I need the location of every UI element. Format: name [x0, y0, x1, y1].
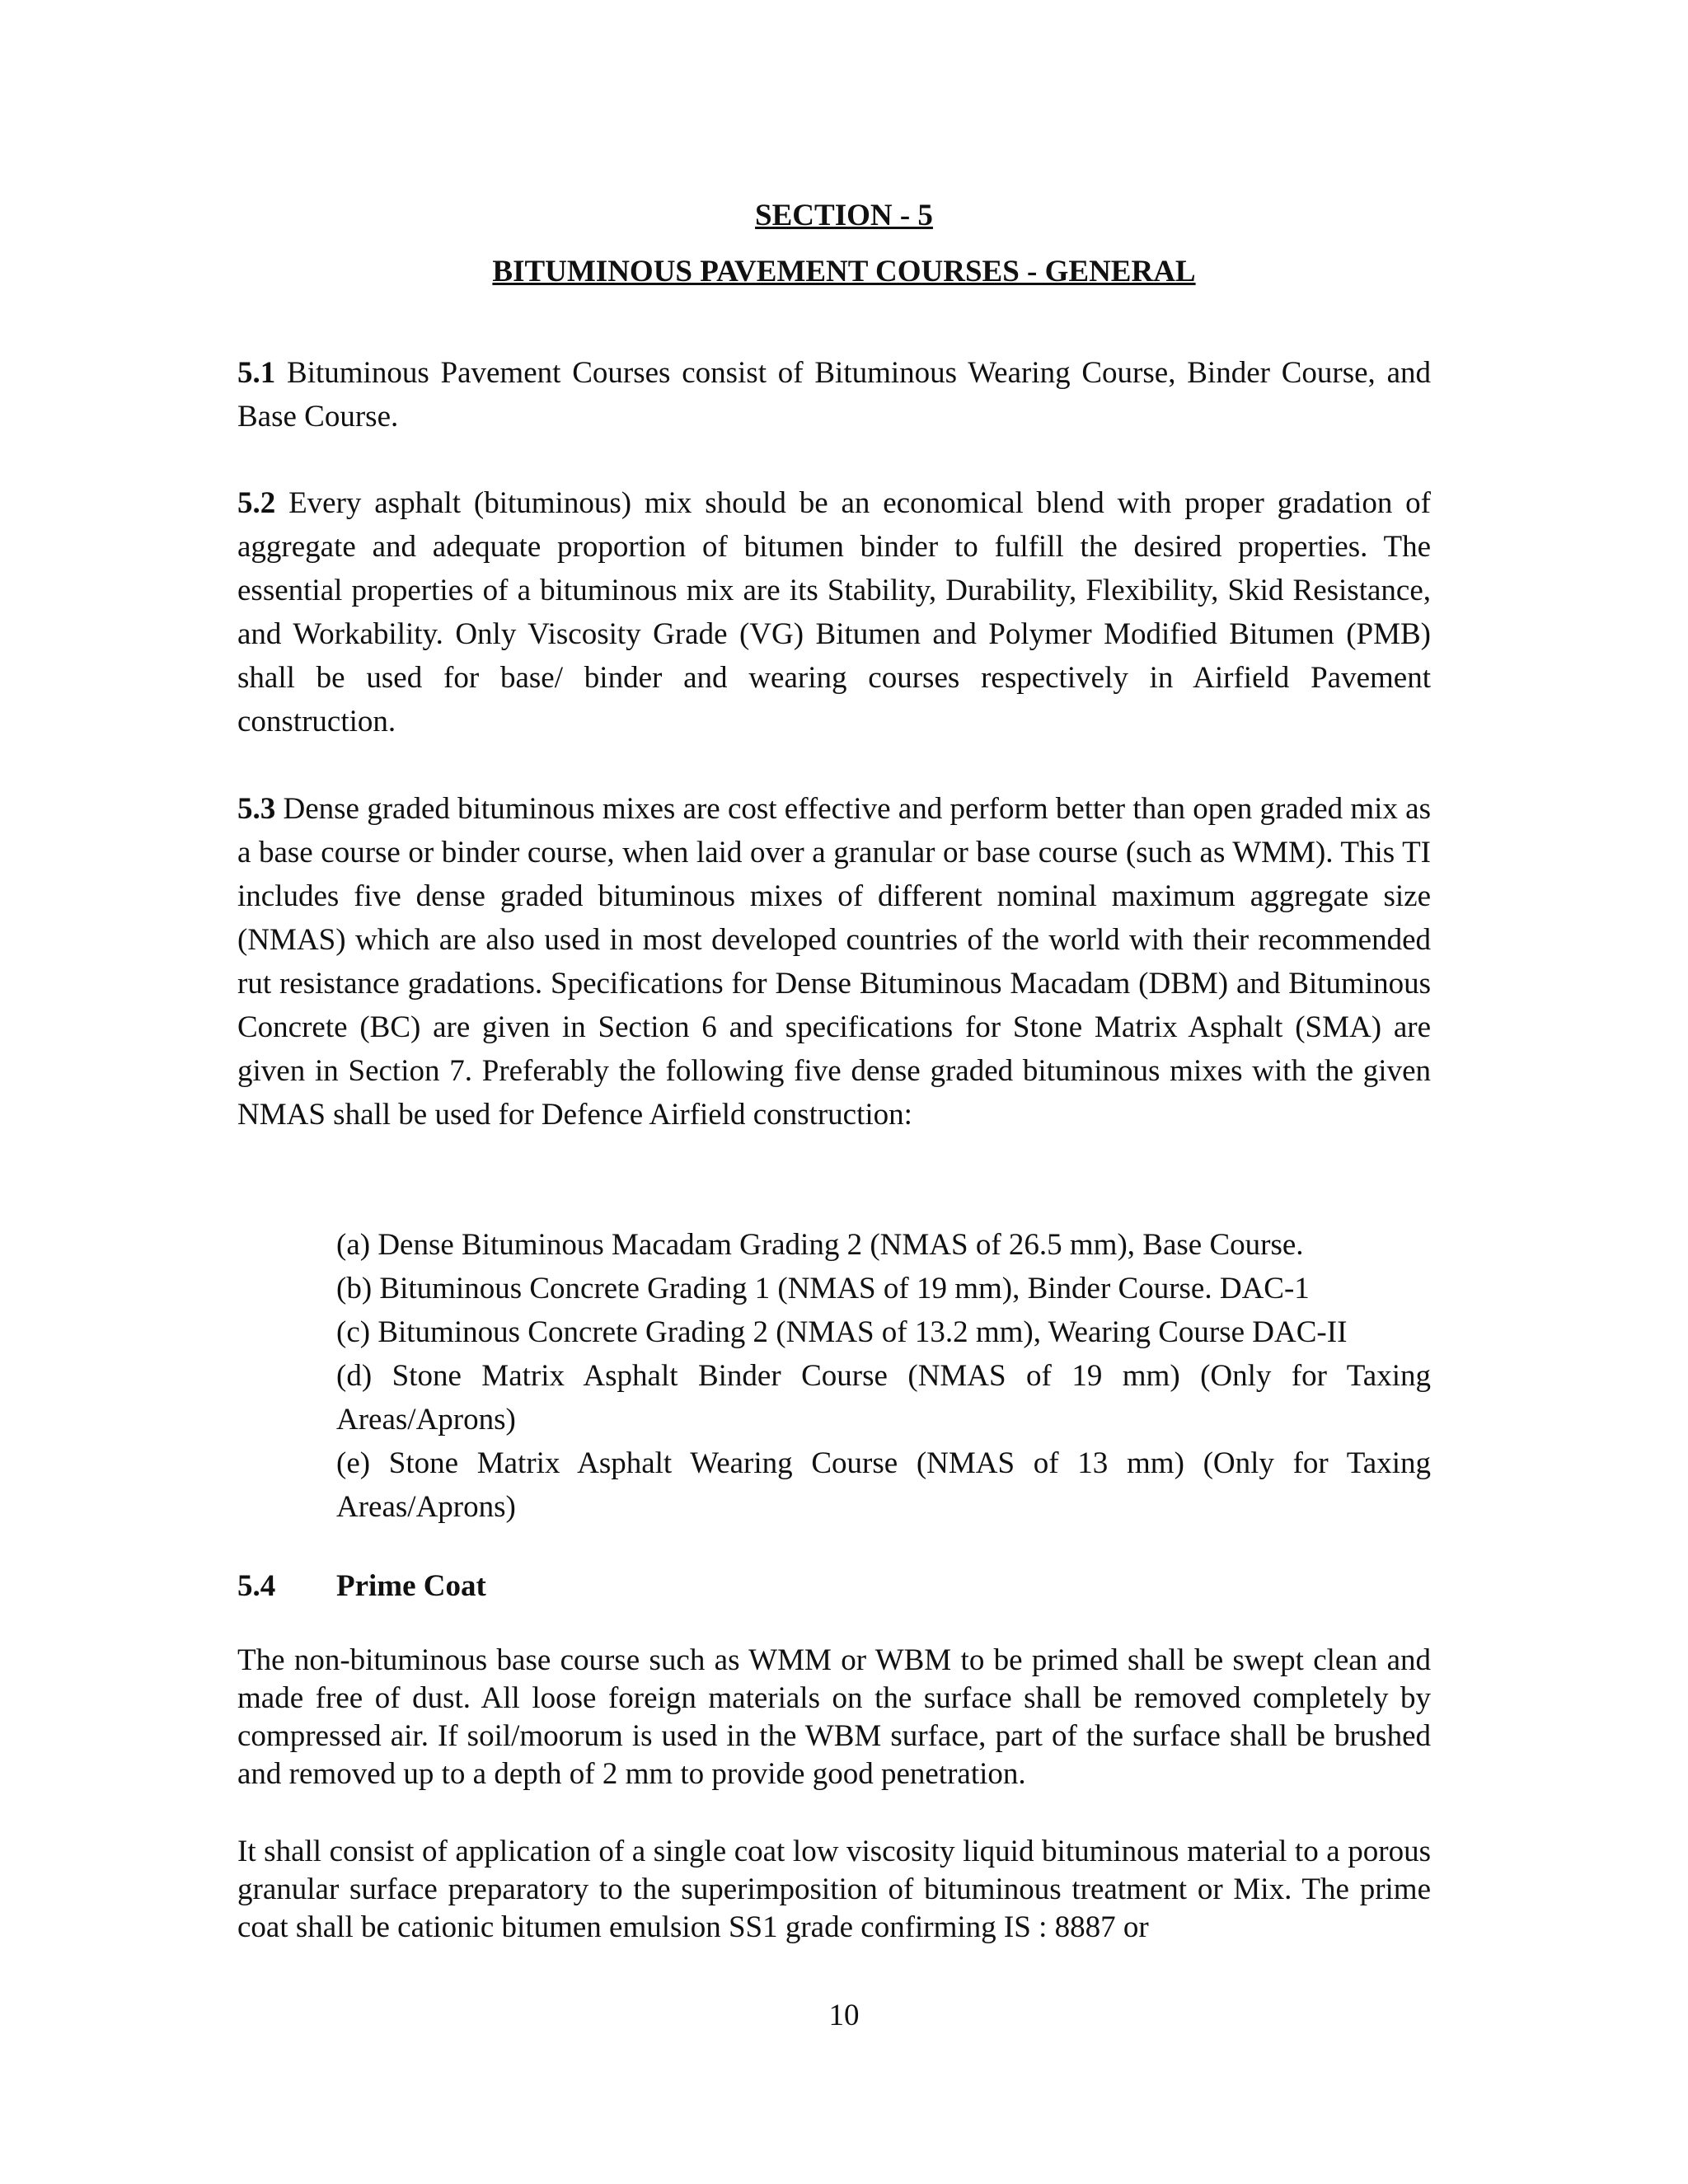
list-item: (e) Stone Matrix Asphalt Wearing Course (NMAS of 13 mm) (Only for Taxing Areas/Aprons)	[336, 1446, 1431, 1524]
list-item: (c) Bituminous Concrete Grading 2 (NMAS of 13.2 mm), Wearing Course DAC-II	[336, 1315, 1348, 1349]
mix-list	[336, 1223, 1431, 1529]
section-subtitle: BITUMINOUS PAVEMENT COURSES - GENERAL	[492, 255, 1196, 288]
paragraph-5-3	[237, 787, 1431, 1137]
paragraph-number: 5.1	[237, 356, 276, 390]
section-title: SECTION - 5	[755, 199, 933, 232]
paragraph-text: Dense graded bituminous mixes are cost effective and perform better than open graded mix as a base course or binder course, when laid over a granular or base course (such as WMM). This TI includes five dense graded bituminous mixes of different nominal maximum aggregate size (NMAS) which are also used in most developed countries of the world with their recommended rut resistance gradations. Specifications for Dense Bituminous Macadam (DBM) and Bituminous Concrete (BC) are given in Section 6 and specifications for Stone Matrix Asphalt (SMA) are given in Section 7. Preferably the following five dense graded bituminous mixes with the given NMAS shall be used for Defence Airfield construction:	[237, 792, 1432, 1132]
paragraph-text: Every asphalt (bituminous) mix should be an economical blend with proper gradation of aggregate and adequate proportion of bitumen binder to fulfill the desired properties. The essential properties of a bituminous mix are its Stability, Durability, Flexibility, Skid Resistance, and Workability. Only Viscosity Grade (VG) Bitumen and Polymer Modified Bitumen (PMB) shall be used for base/ binder and wearing courses respectively in Airfield Pavement construction.	[237, 486, 1431, 738]
prime-coat-paragraph-2: It shall consist of application of a single coat low viscosity liquid bituminous material to a porous granular surface preparatory to the superimposition of bituminous treatment or Mix. The prime coat shall be cationic bitumen emulsion SS1 grade confirming IS : 8887 or	[237, 1835, 1431, 1944]
list-item: (b) Bituminous Concrete Grading 1 (NMAS of 19 mm), Binder Course. DAC-1	[336, 1272, 1310, 1305]
paragraph-text: Bituminous Pavement Courses consist of Bituminous Wearing Course, Binder Course, and Base Course.	[237, 356, 1431, 434]
list-item: (d) Stone Matrix Asphalt Binder Course (NMAS of 19 mm) (Only for Taxing Areas/Aprons)	[336, 1359, 1431, 1436]
prime-coat-paragraph-1: The non-bituminous base course such as WMM or WBM to be primed shall be swept clean and made free of dust. All loose foreign materials on the surface shall be removed completely by compressed air. If soil/moorum is used in the WBM surface, part of the surface shall be brushed and removed up to a depth of 2 mm to provide good penetration.	[237, 1643, 1431, 1791]
subsection-number: 5.4	[237, 1569, 276, 1603]
paragraph-5-1	[237, 351, 1431, 438]
paragraph-5-2	[237, 481, 1431, 743]
subsection-heading	[237, 1564, 1431, 1608]
list-item: (a) Dense Bituminous Macadam Grading 2 (NMAS of 26.5 mm), Base Course.	[336, 1228, 1304, 1262]
paragraph-number: 5.3	[237, 792, 276, 826]
paragraph-number: 5.2	[237, 486, 276, 520]
page-number: 10	[828, 1999, 860, 2032]
subsection-title: Prime Coat	[336, 1569, 486, 1603]
